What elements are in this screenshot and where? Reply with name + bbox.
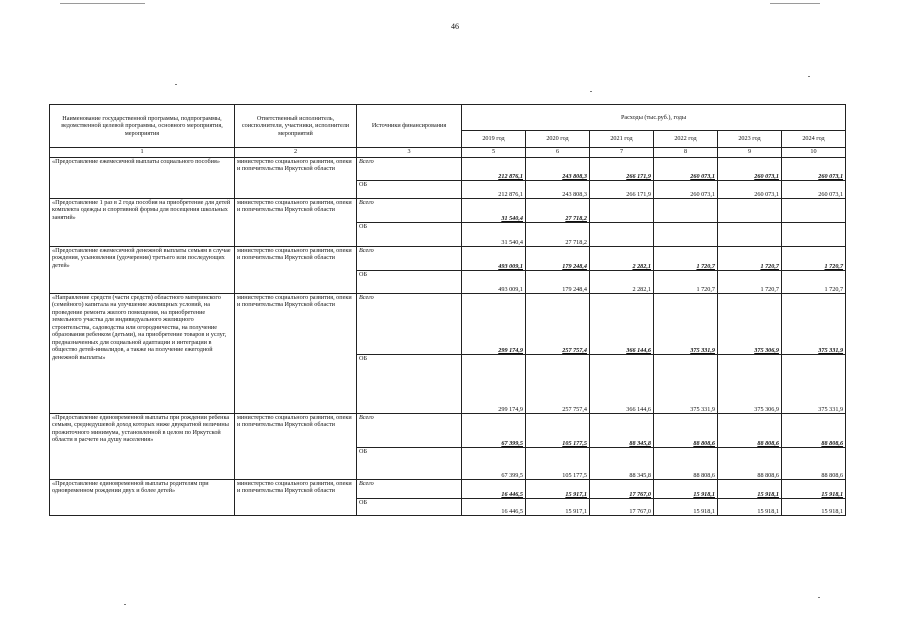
expense-total-value: 1 720,7 <box>654 247 718 271</box>
responsible-executor: министерство социального развития, опеки и попечительства Иркутской области <box>235 480 357 516</box>
program-row-total <box>50 414 846 448</box>
expense-total-value: 88 808,6 <box>782 414 846 448</box>
responsible-executor: министерство социального развития, опеки и попечительства Иркутской области <box>235 199 357 247</box>
responsible-executor: министерство социального развития, опеки и попечительства Иркутской области <box>235 158 357 199</box>
expense-regional-value: 375 331,9 <box>654 355 718 414</box>
expense-regional-value: 88 808,6 <box>718 448 782 480</box>
expense-total-value <box>590 199 654 223</box>
funding-source-total: Всего <box>357 414 462 448</box>
expense-regional-value <box>590 223 654 247</box>
responsible-executor: министерство социального развития, опеки и попечительства Иркутской области <box>235 247 357 294</box>
expense-total-value <box>654 199 718 223</box>
scan-speck <box>175 84 177 85</box>
program-name: «Предоставление единовременной выплаты родителям при одновременном рождении двух и более детей» <box>50 480 235 516</box>
program-name: «Предоставление ежемесячной денежной выплаты семьям в случае рождения, усыновления (удочерения) третьего или последующих детей» <box>50 247 235 294</box>
expense-regional-value: 493 009,1 <box>462 271 526 294</box>
expense-total-value: 243 808,3 <box>526 158 590 181</box>
program-row-total <box>50 480 846 499</box>
expense-total-value: 88 808,6 <box>654 414 718 448</box>
expense-regional-value: 105 177,5 <box>526 448 590 480</box>
expense-total-value <box>718 199 782 223</box>
expense-total-value: 260 073,1 <box>654 158 718 181</box>
expense-regional-value <box>782 223 846 247</box>
program-name: «Предоставление ежемесячной выплаты социального пособия» <box>50 158 235 199</box>
expense-regional-value: 212 876,1 <box>462 181 526 199</box>
expense-total-value: 493 009,1 <box>462 247 526 271</box>
expense-regional-value: 179 248,4 <box>526 271 590 294</box>
top-rule-right <box>770 3 820 4</box>
column-number: 2 <box>235 148 357 158</box>
scan-speck <box>808 76 810 77</box>
expense-regional-value: 16 446,5 <box>462 499 526 516</box>
funding-source-total: Всего <box>357 158 462 181</box>
scan-speck <box>590 91 592 92</box>
expense-total-value: 31 540,4 <box>462 199 526 223</box>
header-year: 2024 год <box>782 131 846 148</box>
expense-regional-value: 15 917,1 <box>526 499 590 516</box>
expense-total-value: 366 144,6 <box>590 294 654 355</box>
expense-regional-value: 266 171,9 <box>590 181 654 199</box>
header-year: 2019 год <box>462 131 526 148</box>
program-row-total <box>50 294 846 355</box>
expense-total-value: 1 720,7 <box>718 247 782 271</box>
program-name: «Предоставление единовременной выплаты при рождении ребенка семьям, среднедушевой доход которых ниже двукратной величины прожиточного минимума, установленной в целом по Иркутской области в расчете на душу населения» <box>50 414 235 480</box>
column-number-row <box>50 148 846 158</box>
expense-total-value: 2 282,1 <box>590 247 654 271</box>
column-number: 9 <box>718 148 782 158</box>
expense-regional-value <box>654 223 718 247</box>
expense-total-value: 16 446,5 <box>462 480 526 499</box>
expense-regional-value: 366 144,6 <box>590 355 654 414</box>
budget-table <box>49 104 846 516</box>
expense-total-value: 15 918,1 <box>718 480 782 499</box>
expense-regional-value: 88 808,6 <box>654 448 718 480</box>
column-number: 7 <box>590 148 654 158</box>
expense-regional-value: 299 174,9 <box>462 355 526 414</box>
expense-total-value: 88 345,8 <box>590 414 654 448</box>
expense-total-value: 260 073,1 <box>782 158 846 181</box>
expense-regional-value: 17 767,0 <box>590 499 654 516</box>
expense-total-value: 299 174,9 <box>462 294 526 355</box>
expense-total-value: 27 718,2 <box>526 199 590 223</box>
expense-regional-value: 88 808,6 <box>782 448 846 480</box>
expense-total-value: 260 073,1 <box>718 158 782 181</box>
funding-source-total: Всего <box>357 480 462 499</box>
expense-total-value: 212 876,1 <box>462 158 526 181</box>
expense-total-value: 1 720,7 <box>782 247 846 271</box>
expense-total-value: 179 248,4 <box>526 247 590 271</box>
expense-regional-value: 375 306,9 <box>718 355 782 414</box>
expense-regional-value: 243 808,3 <box>526 181 590 199</box>
responsible-executor: министерство социального развития, опеки и попечительства Иркутской области <box>235 294 357 414</box>
expense-total-value: 375 306,9 <box>718 294 782 355</box>
column-number: 5 <box>462 148 526 158</box>
expense-regional-value: 1 720,7 <box>718 271 782 294</box>
expense-regional-value: 15 918,1 <box>654 499 718 516</box>
funding-source-regional: ОБ <box>357 271 462 294</box>
expense-total-value: 67 399,5 <box>462 414 526 448</box>
expense-regional-value: 67 399,5 <box>462 448 526 480</box>
expense-total-value: 375 331,9 <box>654 294 718 355</box>
expense-regional-value: 260 073,1 <box>718 181 782 199</box>
expense-total-value: 257 757,4 <box>526 294 590 355</box>
expense-regional-value: 27 718,2 <box>526 223 590 247</box>
funding-source-regional: ОБ <box>357 355 462 414</box>
program-row-total <box>50 158 846 181</box>
funding-source-total: Всего <box>357 294 462 355</box>
funding-source-regional: ОБ <box>357 499 462 516</box>
expense-total-value <box>782 199 846 223</box>
program-row-total <box>50 199 846 223</box>
column-number: 8 <box>654 148 718 158</box>
expense-regional-value: 31 540,4 <box>462 223 526 247</box>
expense-total-value: 375 331,9 <box>782 294 846 355</box>
expense-regional-value: 1 720,7 <box>782 271 846 294</box>
header-year: 2020 год <box>526 131 590 148</box>
expense-regional-value: 88 345,8 <box>590 448 654 480</box>
program-row-total <box>50 247 846 271</box>
column-number: 3 <box>357 148 462 158</box>
column-number: 1 <box>50 148 235 158</box>
funding-source-regional: ОБ <box>357 448 462 480</box>
column-number: 6 <box>526 148 590 158</box>
expense-total-value: 17 767,0 <box>590 480 654 499</box>
expense-total-value: 88 808,6 <box>718 414 782 448</box>
expense-regional-value <box>718 223 782 247</box>
funding-source-regional: ОБ <box>357 223 462 247</box>
scan-speck <box>124 604 126 605</box>
funding-source-regional: ОБ <box>357 181 462 199</box>
expense-total-value: 105 177,5 <box>526 414 590 448</box>
header-executor: Ответственный исполнитель, соисполнители, участники, исполнители мероприятий <box>235 105 357 148</box>
expense-regional-value: 2 282,1 <box>590 271 654 294</box>
page-number: 46 <box>451 22 459 31</box>
header-year: 2022 год <box>654 131 718 148</box>
expense-regional-value: 15 918,1 <box>782 499 846 516</box>
expense-regional-value: 257 757,4 <box>526 355 590 414</box>
expense-regional-value: 1 720,7 <box>654 271 718 294</box>
column-number: 10 <box>782 148 846 158</box>
expense-regional-value: 260 073,1 <box>782 181 846 199</box>
program-name: «Предоставление 1 раз в 2 года пособия на приобретение для детей комплекта одежды и спортивной формы для посещения школьных занятий» <box>50 199 235 247</box>
expense-regional-value: 375 331,9 <box>782 355 846 414</box>
expense-regional-value: 15 918,1 <box>718 499 782 516</box>
funding-source-total: Всего <box>357 247 462 271</box>
funding-source-total: Всего <box>357 199 462 223</box>
header-funding-source: Источники финансирования <box>357 105 462 148</box>
header-year: 2021 год <box>590 131 654 148</box>
scan-speck <box>818 597 820 598</box>
header-expenses: Расходы (тыс.руб.), годы <box>462 105 846 131</box>
expense-regional-value: 260 073,1 <box>654 181 718 199</box>
expense-total-value: 15 918,1 <box>782 480 846 499</box>
program-name: «Направление средств (части средств) областного материнского (семейного) капитала на улучшение жилищных условий, на проведение ремонта жилого помещения, на приобретение земельного участка для индивидуального жилищного строительства, садоводства или огородничества, на получение образования ребенком (детьми), на приобретение товаров и услуг, предназначенных для социальной адаптации и интеграции в общество детей-инвалидов, а также на получение ежегодной денежной выплаты» <box>50 294 235 414</box>
header-year: 2023 год <box>718 131 782 148</box>
expense-total-value: 15 917,1 <box>526 480 590 499</box>
expense-total-value: 15 918,1 <box>654 480 718 499</box>
responsible-executor: министерство социального развития, опеки и попечительства Иркутской области <box>235 414 357 480</box>
expense-total-value: 266 171,9 <box>590 158 654 181</box>
header-program-name: Наименование государственной программы, подпрограммы, ведомственной целевой программы, основного мероприятия, мероприятия <box>50 105 235 148</box>
top-rule-left <box>60 3 145 4</box>
